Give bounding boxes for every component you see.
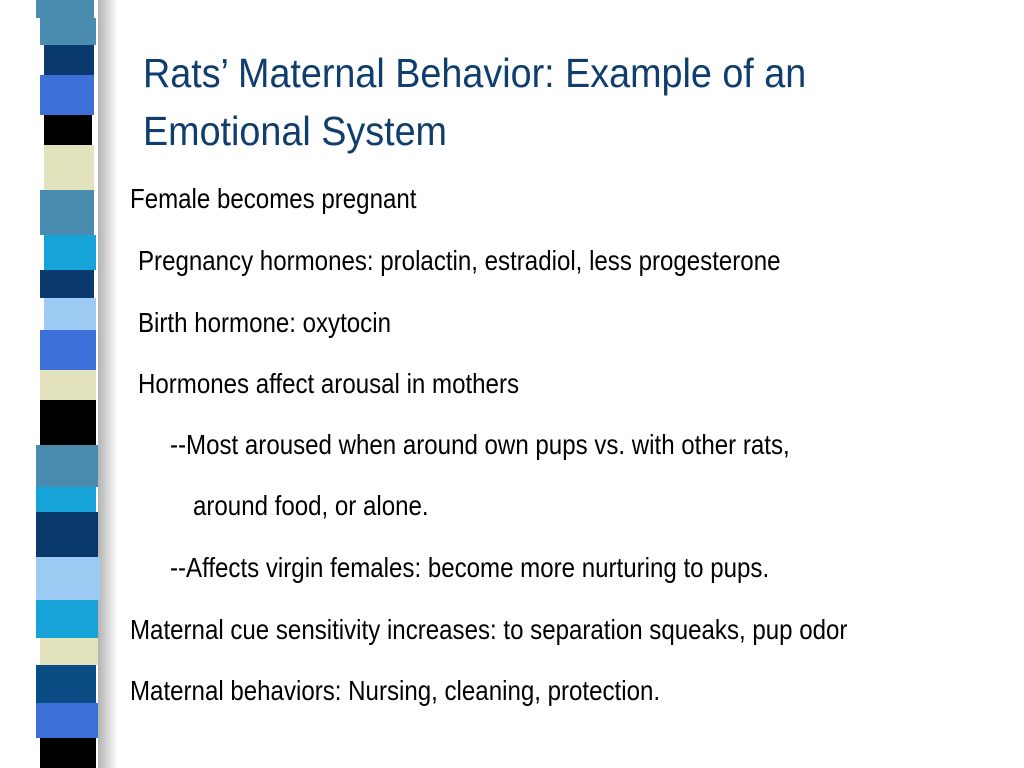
stripe-shadow bbox=[98, 0, 118, 768]
stripe-block bbox=[40, 190, 94, 235]
stripe-block bbox=[36, 487, 96, 512]
subpoint-most-aroused-continued: around food, or alone. bbox=[193, 490, 429, 521]
stripe-block bbox=[36, 445, 98, 487]
stripe-block bbox=[40, 370, 96, 400]
stripe-block bbox=[44, 45, 94, 75]
stripe-block bbox=[40, 638, 98, 665]
stripe-block bbox=[40, 738, 96, 768]
stripe-block bbox=[36, 512, 98, 557]
stripe-block bbox=[36, 600, 98, 638]
stripe-block bbox=[40, 330, 96, 370]
bullet-cue-sensitivity: Maternal cue sensitivity increases: to separation squeaks, pup odor bbox=[130, 614, 848, 645]
bullet-maternal-behaviors: Maternal behaviors: Nursing, cleaning, protection. bbox=[130, 675, 661, 706]
title-line-2: Emotional System bbox=[143, 108, 447, 154]
stripe-block bbox=[40, 400, 96, 445]
bullet-hormones-arousal: Hormones affect arousal in mothers bbox=[138, 368, 520, 399]
bullet-birth-hormone: Birth hormone: oxytocin bbox=[138, 307, 391, 338]
stripe-block bbox=[36, 0, 94, 18]
title-line-1: Rats’ Maternal Behavior: Example of an bbox=[143, 50, 807, 96]
stripe-block bbox=[40, 18, 96, 45]
slide-title bbox=[143, 44, 934, 160]
stripe-block bbox=[36, 703, 98, 738]
bullet-pregnancy-hormones: Pregnancy hormones: prolactin, estradiol, less progesterone bbox=[138, 245, 781, 276]
decorative-stripe-bar bbox=[0, 0, 118, 768]
stripe-block bbox=[44, 235, 96, 270]
bullet-female-pregnant: Female becomes pregnant bbox=[130, 183, 417, 214]
stripe-block bbox=[40, 270, 94, 298]
stripe-block bbox=[36, 665, 96, 703]
stripe-block bbox=[44, 115, 92, 145]
stripe-block bbox=[44, 145, 94, 190]
subpoint-virgin-females: --Affects virgin females: become more nurturing to pups. bbox=[170, 552, 770, 583]
stripe-block bbox=[40, 75, 94, 115]
subpoint-most-aroused: --Most aroused when around own pups vs. with other rats, bbox=[170, 429, 790, 460]
stripe-block bbox=[44, 298, 96, 330]
stripe-block bbox=[36, 557, 100, 600]
